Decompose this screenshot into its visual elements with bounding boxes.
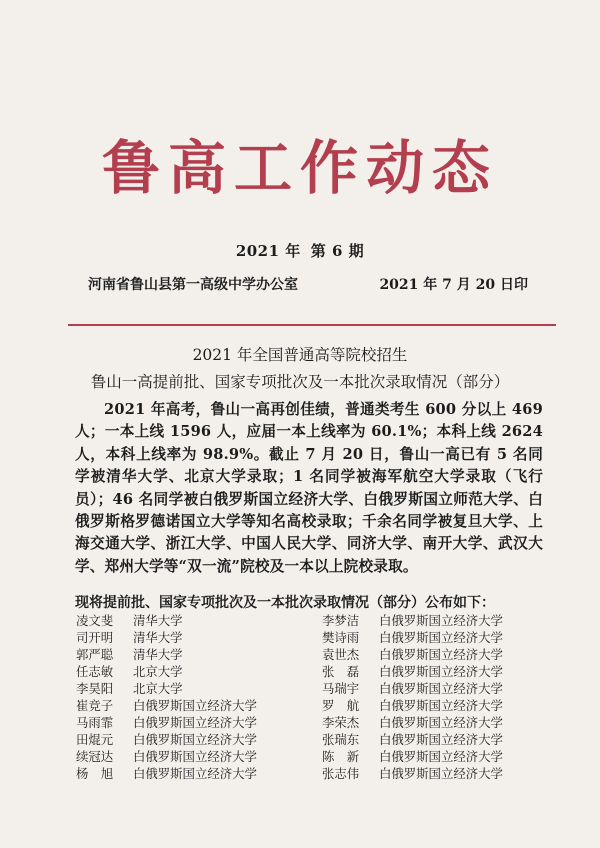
student-name: 张瑞东 <box>322 732 360 747</box>
student-name: 马瑞宇 <box>322 681 360 696</box>
student-name: 罗 航 <box>322 698 360 713</box>
student-name: 袁世杰 <box>322 647 360 662</box>
list-item <box>76 731 257 748</box>
admitted-school: 白俄罗斯国立经济大学 <box>133 766 257 781</box>
student-name: 陈 新 <box>322 749 360 764</box>
student-name: 郭严聪 <box>76 647 114 662</box>
issue-number: 第 6 期 <box>310 242 365 260</box>
student-name: 李昊阳 <box>76 681 114 696</box>
list-item <box>322 646 503 663</box>
admissions-list-left <box>76 612 257 782</box>
list-item <box>322 765 503 782</box>
student-name: 马雨霏 <box>76 715 114 730</box>
student-name: 李梦洁 <box>322 613 360 628</box>
list-item <box>322 612 503 629</box>
student-name: 任志敏 <box>76 664 114 679</box>
admitted-school: 白俄罗斯国立经济大学 <box>379 732 503 747</box>
admitted-school: 白俄罗斯国立经济大学 <box>133 715 257 730</box>
masthead-title: 鲁高工作动态 <box>101 134 498 202</box>
admitted-school: 白俄罗斯国立经济大学 <box>379 681 503 696</box>
admitted-school: 北京大学 <box>133 664 183 679</box>
list-item <box>322 748 503 765</box>
list-item <box>322 629 503 646</box>
admitted-school: 白俄罗斯国立经济大学 <box>133 698 257 713</box>
admitted-school: 清华大学 <box>133 647 183 662</box>
admitted-school: 白俄罗斯国立经济大学 <box>379 613 503 628</box>
list-item <box>322 663 503 680</box>
admitted-school: 白俄罗斯国立经济大学 <box>379 766 503 781</box>
list-item <box>322 714 503 731</box>
list-item <box>76 680 257 697</box>
issue-line <box>0 240 600 261</box>
student-name: 樊诗雨 <box>322 630 360 645</box>
list-item <box>322 680 503 697</box>
admitted-school: 清华大学 <box>133 630 183 645</box>
list-item <box>322 697 503 714</box>
list-item <box>76 646 257 663</box>
publisher: 河南省鲁山县第一高级中学办公室 <box>88 277 298 293</box>
student-name: 田焜元 <box>76 732 114 747</box>
article-title-line2: 鲁山一高提前批、国家专项批次及一本批次录取情况（部分） <box>90 373 510 391</box>
admitted-school: 白俄罗斯国立经济大学 <box>133 732 257 747</box>
admitted-school: 白俄罗斯国立经济大学 <box>133 749 257 764</box>
student-name: 张志伟 <box>322 766 360 781</box>
student-name: 司开明 <box>76 630 114 645</box>
admissions-list-right <box>322 612 503 782</box>
list-item <box>76 612 257 629</box>
office-line <box>88 274 528 294</box>
list-item <box>76 629 257 646</box>
divider-rule <box>68 324 556 326</box>
admitted-school: 白俄罗斯国立经济大学 <box>379 630 503 645</box>
list-item <box>76 697 257 714</box>
admitted-school: 白俄罗斯国立经济大学 <box>379 698 503 713</box>
list-item <box>76 714 257 731</box>
student-name: 李荣杰 <box>322 715 360 730</box>
student-name: 崔竞子 <box>76 698 114 713</box>
admitted-school: 白俄罗斯国立经济大学 <box>379 664 503 679</box>
admitted-school: 清华大学 <box>133 613 183 628</box>
student-name: 杨 旭 <box>76 766 114 781</box>
article-paragraph: 2021 年高考，鲁山一高再创佳绩，普通类考生 600 分以上 469 人；一本上线 1596 人，应届一本上线率为 60.1%；本科上线 2624 人，本科上线率为 98.9%。截止 7 月 20 日，鲁山一高已有 5 名同学被清华大学、北京大学录取；1 名同学被海军航空大学录取（飞行员）；46 名同学被白俄罗斯国立经济大学、白俄罗斯国立师范大学、白俄罗斯格罗德诺国立大学等知名高校录取；千余名同学被复旦大学、上海交通大学、浙江大学、中国人民大学、同济大学、南开大学、武汉大学、郑州大学等“双一流”院校及一本以上院校录取。 <box>75 401 543 575</box>
list-item <box>322 731 503 748</box>
issue-year: 2021 年 <box>235 242 301 260</box>
admitted-school: 北京大学 <box>133 681 183 696</box>
list-item <box>76 765 257 782</box>
student-name: 凌文斐 <box>76 613 114 628</box>
list-item <box>76 748 257 765</box>
admitted-school: 白俄罗斯国立经济大学 <box>379 647 503 662</box>
print-date: 2021 年 7 月 20 日印 <box>379 277 528 293</box>
list-item <box>76 663 257 680</box>
list-intro: 现将提前批、国家专项批次及一本批次录取情况（部分）公布如下： <box>75 595 495 611</box>
article-title-line1: 2021 年全国普通高等院校招生 <box>192 346 408 364</box>
student-name: 张 磊 <box>322 664 360 679</box>
student-name: 续冠达 <box>76 749 114 764</box>
admitted-school: 白俄罗斯国立经济大学 <box>379 749 503 764</box>
admitted-school: 白俄罗斯国立经济大学 <box>379 715 503 730</box>
